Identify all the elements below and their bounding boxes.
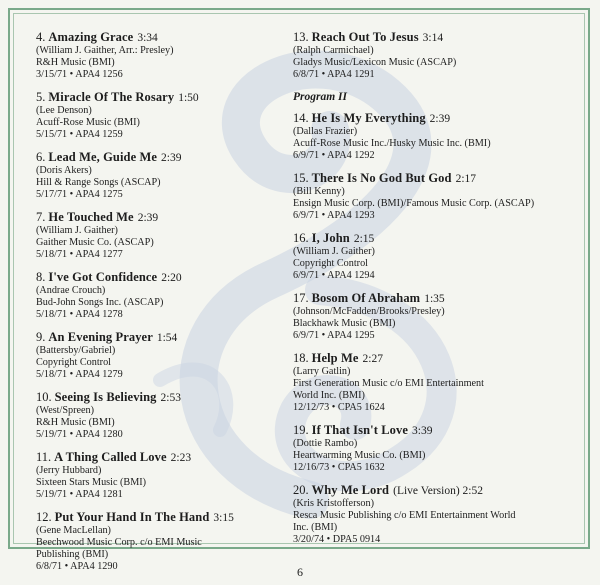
track-duration: 2:17 (455, 173, 477, 185)
track-session: 6/9/71 • APA4 1295 (293, 330, 375, 341)
track-writer: (Larry Gatlin) (293, 366, 351, 377)
track-number: 10. (36, 390, 52, 404)
track-entry (36, 150, 296, 201)
track-publisher: Beechwood Music Corp. c/o EMI Music (36, 537, 202, 548)
track-publisher: Bud-John Songs Inc. (ASCAP) (36, 297, 164, 308)
track-title-line (36, 90, 296, 105)
track-number: 17. (293, 291, 309, 305)
track-session: 5/18/71 • APA4 1277 (36, 249, 123, 260)
track-number: 4. (36, 30, 46, 44)
track-writer: (Doris Akers) (36, 165, 92, 176)
track-number: 14. (293, 111, 309, 125)
track-publisher: Ensign Music Corp. (BMI)/Famous Music Corp. (ASCAP) (293, 198, 535, 209)
track-duration: 3:34 (137, 32, 158, 44)
track-title: He Is My Everything (311, 111, 426, 125)
track-title: I've Got Confidence (48, 270, 158, 284)
track-title: There Is No God But God (311, 171, 452, 185)
track-entry (36, 210, 296, 261)
track-title: He Touched Me (48, 210, 134, 224)
track-entry (293, 423, 553, 474)
track-session: 5/18/71 • APA4 1279 (36, 369, 123, 380)
track-publisher: Copyright Control (36, 357, 111, 368)
track-entry (293, 351, 553, 414)
track-session: 3/15/71 • APA4 1256 (36, 69, 123, 80)
track-publisher-continued: World Inc. (BMI) (293, 390, 365, 401)
track-entry (293, 291, 553, 342)
track-entry (36, 90, 296, 141)
track-writer: (Kris Kristofferson) (293, 498, 375, 509)
track-title-line (293, 30, 553, 45)
track-title-line (293, 351, 553, 366)
track-number: 11. (36, 450, 52, 464)
track-publisher: Copyright Control (293, 258, 368, 269)
track-duration: 2:27 (362, 353, 383, 365)
track-number: 12. (36, 510, 52, 524)
track-publisher: R&H Music (BMI) (36, 417, 115, 428)
track-entry (293, 171, 553, 222)
track-title: Amazing Grace (48, 30, 134, 44)
track-title-line (293, 171, 553, 186)
track-title: Bosom Of Abraham (311, 291, 421, 305)
left-column (36, 30, 296, 582)
track-session: 3/20/74 • DPA5 0914 (293, 534, 381, 545)
track-session: 5/15/71 • APA4 1259 (36, 129, 123, 140)
track-title-line (36, 450, 296, 465)
track-publisher: Acuff-Rose Music (BMI) (36, 117, 140, 128)
track-entry (36, 510, 296, 573)
track-writer: (Andrae Crouch) (36, 285, 106, 296)
track-writer: (William J. Gaither, Arr.: Presley) (36, 45, 174, 56)
track-publisher-continued: Inc. (BMI) (293, 522, 338, 533)
track-writer: (Bill Kenny) (293, 186, 345, 197)
track-duration: 2:53 (160, 392, 181, 404)
track-title-line (36, 270, 296, 285)
track-duration: 2:39 (429, 113, 451, 125)
track-title: Miracle Of The Rosary (48, 90, 175, 104)
track-publisher: Resca Music Publishing c/o EMI Entertainment World (293, 510, 516, 521)
track-session: 5/19/71 • APA4 1280 (36, 429, 123, 440)
track-title: I, John (311, 231, 350, 245)
track-session: 12/12/73 • CPA5 1624 (293, 402, 385, 413)
track-entry (36, 30, 296, 81)
track-duration: 3:14 (422, 32, 444, 44)
track-publisher: Heartwarming Music Co. (BMI) (293, 450, 426, 461)
track-writer: (West/Spreen) (36, 405, 95, 416)
track-number: 13. (293, 30, 309, 44)
track-entry (36, 450, 296, 501)
track-publisher: Gaither Music Co. (ASCAP) (36, 237, 154, 248)
track-entry (293, 30, 553, 81)
track-title-line (293, 111, 553, 126)
track-title-line (36, 510, 296, 525)
track-title: An Evening Prayer (48, 330, 153, 344)
track-publisher-continued: Publishing (BMI) (36, 549, 109, 560)
track-title-line (293, 483, 553, 498)
track-title: Put Your Hand In The Hand (54, 510, 210, 524)
track-writer: (Ralph Carmichael) (293, 45, 374, 56)
track-writer: (Battersby/Gabriel) (36, 345, 116, 356)
track-session: 5/19/71 • APA4 1281 (36, 489, 123, 500)
track-duration: 3:39 (412, 425, 433, 437)
track-number: 6. (36, 150, 46, 164)
track-title-line (36, 330, 296, 345)
track-session: 6/9/71 • APA4 1292 (293, 150, 375, 161)
track-publisher: Hill & Range Songs (ASCAP) (36, 177, 161, 188)
track-title: A Thing Called Love (54, 450, 167, 464)
right-column (293, 30, 553, 555)
track-duration: 2:39 (137, 212, 159, 224)
track-title-line (293, 291, 553, 306)
track-writer: (Dottie Rambo) (293, 438, 358, 449)
track-duration: 2:15 (353, 233, 375, 245)
track-publisher: Acuff-Rose Music Inc./Husky Music Inc. (BMI) (293, 138, 491, 149)
track-entry (36, 330, 296, 381)
track-session: 5/17/71 • APA4 1275 (36, 189, 123, 200)
track-duration: 2:39 (161, 152, 182, 164)
track-entry (36, 270, 296, 321)
track-writer: (William J. Gaither) (36, 225, 118, 236)
track-title: Seeing Is Believing (54, 390, 157, 404)
track-publisher: Blackhawk Music (BMI) (293, 318, 396, 329)
track-entry (293, 483, 553, 546)
track-number: 20. (293, 483, 309, 497)
track-duration: 1:35 (424, 293, 445, 305)
track-writer: (Johnson/McFadden/Brooks/Presley) (293, 306, 445, 317)
track-writer: (Jerry Hubbard) (36, 465, 102, 476)
track-writer: (Dallas Frazier) (293, 126, 358, 137)
track-number: 9. (36, 330, 46, 344)
track-duration: 2:23 (170, 452, 192, 464)
track-duration: 2:20 (161, 272, 182, 284)
track-number: 19. (293, 423, 309, 437)
track-title: Reach Out To Jesus (311, 30, 419, 44)
track-session: 12/16/73 • CPA5 1632 (293, 462, 385, 473)
track-title-line (293, 231, 553, 246)
track-title: If That Isn't Love (311, 423, 409, 437)
track-session: 5/18/71 • APA4 1278 (36, 309, 123, 320)
track-writer: (William J. Gaither) (293, 246, 375, 257)
track-session: 6/9/71 • APA4 1294 (293, 270, 375, 281)
track-entry (293, 231, 553, 282)
track-number: 8. (36, 270, 46, 284)
track-title-line (36, 390, 296, 405)
track-duration: 3:15 (213, 512, 234, 524)
track-publisher: First Generation Music c/o EMI Entertainment (293, 378, 484, 389)
track-number: 16. (293, 231, 309, 245)
track-session: 6/8/71 • APA4 1290 (36, 561, 118, 572)
track-publisher: Gladys Music/Lexicon Music (ASCAP) (293, 57, 457, 68)
track-title: Lead Me, Guide Me (48, 150, 158, 164)
track-title-line (36, 150, 296, 165)
track-number: 7. (36, 210, 46, 224)
track-title-line (36, 210, 296, 225)
track-writer: (Lee Denson) (36, 105, 92, 116)
track-entry (293, 111, 553, 162)
track-title: Why Me Lord (311, 483, 390, 497)
page-number: 6 (297, 565, 303, 579)
track-session: 6/9/71 • APA4 1293 (293, 210, 375, 221)
track-title-line (293, 423, 553, 438)
track-duration: 1:54 (156, 332, 178, 344)
track-number: 15. (293, 171, 309, 185)
track-writer: (Gene MacLellan) (36, 525, 111, 536)
program-heading: Program II (293, 91, 347, 103)
track-entry (36, 390, 296, 441)
track-title-line (36, 30, 296, 45)
track-publisher: Sixteen Stars Music (BMI) (36, 477, 147, 488)
track-title: Help Me (311, 351, 359, 365)
track-duration: 1:50 (178, 92, 199, 104)
track-publisher: R&H Music (BMI) (36, 57, 115, 68)
track-number: 18. (293, 351, 309, 365)
track-duration: (Live Version) 2:52 (393, 485, 483, 497)
track-session: 6/8/71 • APA4 1291 (293, 69, 375, 80)
track-number: 5. (36, 90, 46, 104)
